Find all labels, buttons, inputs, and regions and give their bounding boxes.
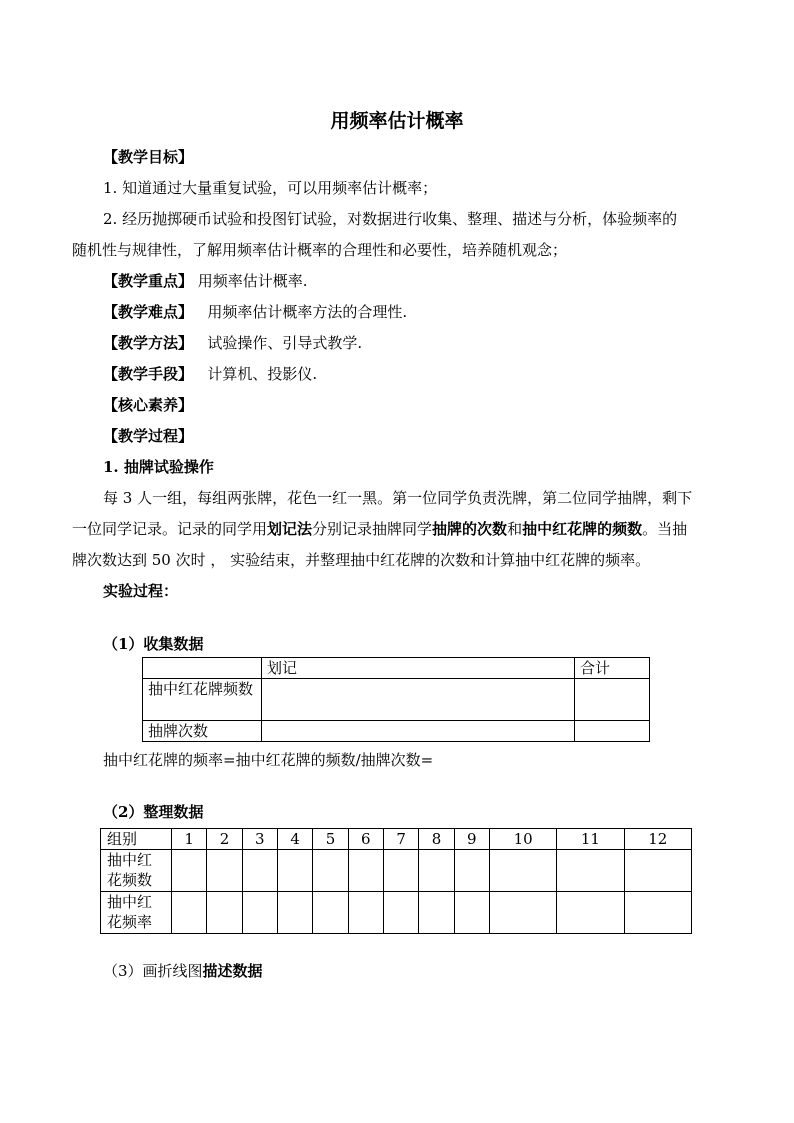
procedure-text-c: 分别记录抽牌同学	[312, 520, 433, 538]
table-cell[interactable]	[624, 850, 691, 892]
goal-1: 1. 知道通过大量重复试验，可以用频率估计概率；	[103, 179, 438, 197]
red-count-label: 抽中红花频数	[101, 850, 172, 892]
table-cell[interactable]	[207, 892, 242, 934]
table-cell[interactable]	[454, 892, 489, 934]
table-cell[interactable]	[262, 679, 575, 721]
organize-data-table	[100, 828, 692, 934]
group-header: 组别	[101, 829, 172, 850]
difficult-label: 【教学难点】	[103, 303, 194, 321]
procedure-line-3: 牌次数达到 50 次时 ， 实验结束，并整理抽中红花牌的次数和计算抽中红花牌的频率。	[72, 551, 651, 569]
group-number-8: 8	[419, 829, 454, 850]
table-cell	[143, 658, 262, 679]
step-3-prefix: （3）画折线图	[103, 962, 203, 980]
table-cell[interactable]	[242, 892, 277, 934]
group-number-5: 5	[313, 829, 348, 850]
red-rate-label: 抽中红花频率	[101, 892, 172, 934]
section-1-heading: 1. 抽牌试验操作	[103, 458, 214, 476]
table-cell[interactable]	[313, 850, 348, 892]
group-number-7: 7	[383, 829, 418, 850]
procedure-text-a: 一位同学记录。记录的同学用	[72, 520, 268, 538]
group-number-6: 6	[348, 829, 383, 850]
procedure-line-1: 每 3 人一组，每组两张牌，花色一红一黑。第一位同学负责洗牌，第二位同学抽牌，剩下	[103, 489, 693, 507]
table-row	[143, 679, 650, 721]
table-cell[interactable]	[624, 892, 691, 934]
means-text: 计算机、投影仪.	[207, 365, 318, 383]
table-cell[interactable]	[383, 850, 418, 892]
table-row	[101, 892, 692, 934]
group-number-12: 12	[624, 829, 691, 850]
table-row	[143, 658, 650, 679]
procedure-text-g: 。当抽	[642, 520, 688, 538]
table-row	[101, 850, 692, 892]
procedure-tally-method: 划记法	[267, 520, 313, 538]
table-cell[interactable]	[419, 850, 454, 892]
collect-data-table	[142, 657, 650, 742]
group-number-4: 4	[277, 829, 312, 850]
method-label: 【教学方法】	[103, 334, 194, 352]
table-cell[interactable]	[454, 850, 489, 892]
table-row	[101, 829, 692, 850]
difficult-point	[103, 302, 407, 322]
procedure-red-frequency: 抽中红花牌的频数	[522, 520, 643, 538]
table-cell[interactable]	[277, 850, 312, 892]
procedure-line-2	[72, 519, 687, 539]
experiment-heading: 实验过程：	[103, 582, 179, 600]
group-number-2: 2	[207, 829, 242, 850]
total-header: 合计	[575, 658, 650, 679]
goals-heading: 【教学目标】	[103, 148, 194, 166]
step-3-bold: 描述数据	[202, 962, 263, 980]
table-cell[interactable]	[557, 850, 624, 892]
group-number-10: 10	[489, 829, 556, 850]
step-1-heading: （1）收集数据	[103, 635, 204, 653]
table-cell[interactable]	[277, 892, 312, 934]
draw-count-label: 抽牌次数	[143, 721, 262, 742]
difficult-text: 用频率估计概率方法的合理性.	[207, 303, 408, 321]
table-cell[interactable]	[262, 721, 575, 742]
teaching-means	[103, 364, 317, 384]
red-frequency-label: 抽中红花牌频数	[143, 679, 262, 721]
literacy-heading: 【核心素养】	[103, 396, 194, 414]
table-cell[interactable]	[348, 850, 383, 892]
table-cell[interactable]	[172, 892, 207, 934]
method-text: 试验操作、引导式教学.	[207, 334, 363, 352]
table-cell[interactable]	[383, 892, 418, 934]
frequency-formula: 抽中红花牌的频率=抽中红花牌的频数/抽牌次数=	[103, 751, 434, 769]
means-label: 【教学手段】	[103, 365, 194, 383]
table-cell[interactable]	[419, 892, 454, 934]
group-number-9: 9	[454, 829, 489, 850]
procedure-text-e: 和	[507, 520, 523, 538]
table-cell[interactable]	[575, 679, 650, 721]
table-cell[interactable]	[575, 721, 650, 742]
table-row	[143, 721, 650, 742]
group-number-11: 11	[557, 829, 624, 850]
process-heading: 【教学过程】	[103, 427, 194, 445]
table-cell[interactable]	[242, 850, 277, 892]
group-number-3: 3	[242, 829, 277, 850]
key-point	[103, 271, 308, 291]
table-cell[interactable]	[348, 892, 383, 934]
teaching-method	[103, 333, 362, 353]
procedure-draw-count: 抽牌的次数	[432, 520, 508, 538]
goal-2-line-2: 随机性与规律性，了解用频率估计概率的合理性和必要性，培养随机观念；	[72, 241, 568, 259]
key-label: 【教学重点】	[103, 272, 194, 290]
table-cell[interactable]	[207, 850, 242, 892]
tally-header: 划记	[262, 658, 575, 679]
key-text: 用频率估计概率.	[197, 272, 308, 290]
goal-2-line-1: 2. 经历抛掷硬币试验和投图钉试验，对数据进行收集、整理、描述与分析，体验频率的	[103, 210, 678, 228]
group-number-1: 1	[172, 829, 207, 850]
table-cell[interactable]	[313, 892, 348, 934]
table-cell[interactable]	[172, 850, 207, 892]
page-title: 用频率估计概率	[330, 110, 464, 132]
step-3-heading	[103, 961, 263, 981]
step-2-heading: （2）整理数据	[103, 803, 204, 821]
table-cell[interactable]	[557, 892, 624, 934]
table-cell[interactable]	[489, 850, 556, 892]
table-cell[interactable]	[489, 892, 556, 934]
